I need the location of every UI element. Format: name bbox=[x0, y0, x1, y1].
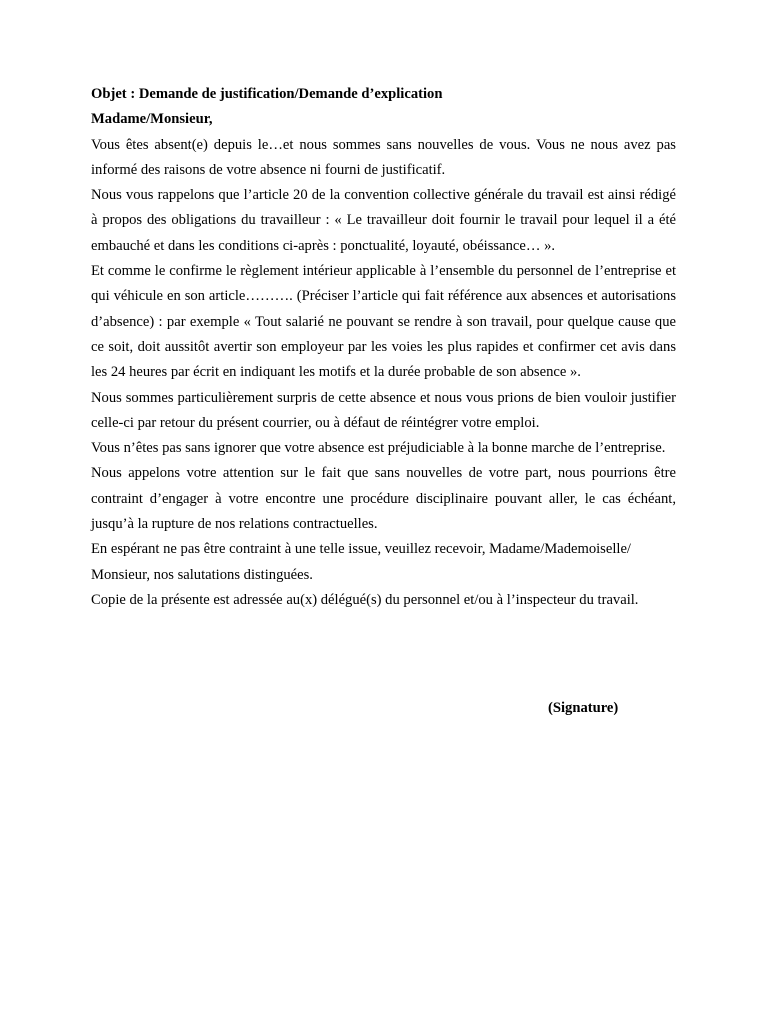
paragraph-absence: Vous êtes absent(e) depuis le…et nous sommes sans nouvelles de vous. Vous ne nous avez pas informé des raisons de votre absence ni fourni de justificatif. bbox=[91, 136, 676, 178]
signature-placeholder: (Signature) bbox=[548, 700, 619, 716]
paragraph-prejudice: Vous n’êtes pas sans ignorer que votre absence est préjudiciable à la bonne marche de l’entreprise. bbox=[91, 440, 666, 457]
letter-salutation: Madame/Monsieur, bbox=[91, 111, 213, 128]
letter-subject: Objet : Demande de justification/Demande d’explication bbox=[91, 86, 443, 102]
paragraph-reglement-interieur: Et comme le confirme le règlement intérieur applicable à l’ensemble du personnel de l’entreprise et qui véhicule en son article………. (Préciser l’article qui fait référence aux absences et autorisations d’absence) : par exemple « Tout salarié ne pouvant se rendre à son travail, pour quelque cause que ce soit, doit aussitôt avertir son employeur par les voies les plus rapides et confirmer cet avis dans les 24 heures par écrit en indiquant les motifs et la durée probable de son absence ». bbox=[91, 263, 676, 381]
paragraph-disciplinary-warning: Nous appelons votre attention sur le fait que sans nouvelles de votre part, nous pourrions être contraint d’engager à votre encontre une procédure disciplinaire pouvant aller, le cas échéant, jusqu’à la rupture de nos relations contractuelles. bbox=[91, 465, 676, 533]
paragraph-closing-line-1: En espérant ne pas être contraint à une telle issue, veuillez recevoir, Madame/Mademoiselle/ bbox=[91, 541, 631, 558]
letter-body bbox=[91, 82, 676, 613]
paragraph-copy-notice: Copie de la présente est adressée au(x) délégué(s) du personnel et/ou à l’inspecteur du travail. bbox=[91, 591, 639, 608]
paragraph-article-20: Nous vous rappelons que l’article 20 de la convention collective générale du travail est ainsi rédigé à propos des obligations du travailleur : « Le travailleur doit fournir le travail pour lequel il a été embauché et dans les conditions ci-après : ponctualité, loyauté, obéissance… ». bbox=[91, 187, 676, 254]
paragraph-closing-line-2: Monsieur, nos salutations distinguées. bbox=[91, 566, 313, 583]
paragraph-justification-request: Nous sommes particulièrement surpris de cette absence et nous vous prions de bien vouloir justifier celle-ci par retour du présent courrier, ou à défaut de réintégrer votre emploi. bbox=[91, 389, 676, 431]
